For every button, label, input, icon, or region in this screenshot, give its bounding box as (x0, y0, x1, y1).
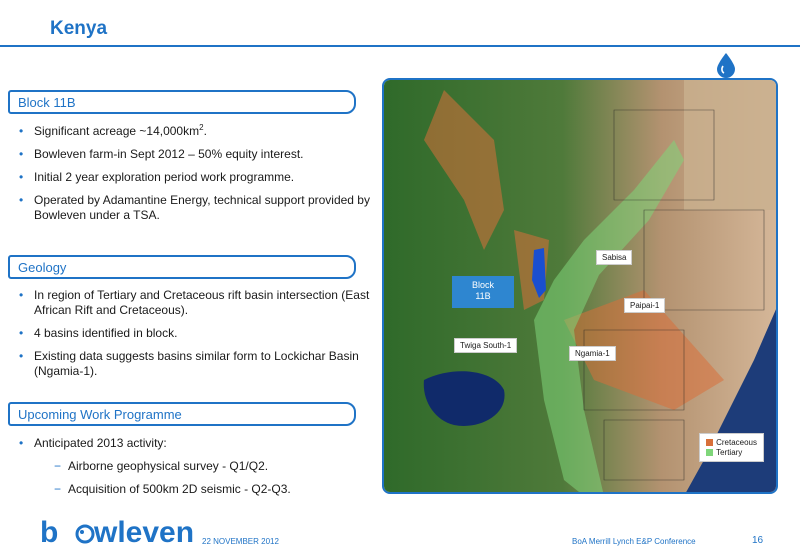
legend-item-tertiary: Tertiary (706, 448, 757, 457)
list-item: • Significant acreage $\sim 14,000km^2$. (10, 124, 370, 139)
page-number: 16 (752, 535, 764, 546)
list-item: • Operated by Adamantine Energy, technical support provided by Bowleven under a TSA. (10, 193, 370, 223)
block-11b-label: Block 11B (452, 276, 514, 308)
legend-swatch (706, 439, 713, 446)
title-divider (0, 45, 800, 47)
map-label-paipai: Paipai-1 (624, 298, 665, 313)
bowleven-logo (40, 510, 202, 548)
list-item: • Anticipated 2013 activity: (10, 436, 370, 451)
footer-date: 22 NOVEMBER 2012 (202, 537, 279, 546)
list-item: • Existing data suggests basins similar form to Lockichar Basin (Ngamia-1). (10, 349, 370, 379)
section-heading-block-11b: Block 11B (8, 90, 356, 114)
section-heading-geology: Geology (8, 255, 356, 279)
list-item: • Initial 2 year exploration period work programme. (10, 170, 370, 185)
work-programme-bullets (10, 436, 370, 505)
sub-list-item: − Airborne geophysical survey - Q1/Q2. (10, 459, 370, 474)
water-drop-icon (715, 52, 737, 78)
svg-text:b: b (40, 516, 59, 548)
section-heading-work-programme: Upcoming Work Programme (8, 402, 356, 426)
geology-bullets (10, 288, 370, 387)
page-title: Kenya (50, 18, 108, 39)
list-item: • 4 basins identified in block. (10, 326, 370, 341)
sub-list-item: − Acquisition of 500km 2D seismic - Q2-Q3. (10, 482, 370, 497)
map-label-sabisa: Sabisa (596, 250, 632, 265)
map-image (384, 80, 778, 494)
map-label-twiga-south: Twiga South-1 (454, 338, 517, 353)
legend-item-cretaceous: Cretaceous (706, 438, 757, 447)
list-item: • Bowleven farm-in Sept 2012 – 50% equity interest. (10, 147, 370, 162)
legend-swatch (706, 449, 713, 456)
kenya-satellite-map (382, 78, 778, 494)
footer-conference: BoA Merrill Lynch E&P Conference (572, 537, 696, 546)
list-item: • In region of Tertiary and Cretaceous rift basin intersection (East African Rift and Cretaceous). (10, 288, 370, 318)
map-label-ngamia: Ngamia-1 (569, 346, 616, 361)
block-11b-bullets (10, 124, 370, 231)
map-legend (699, 433, 764, 462)
svg-text:wleven: wleven (94, 516, 195, 548)
